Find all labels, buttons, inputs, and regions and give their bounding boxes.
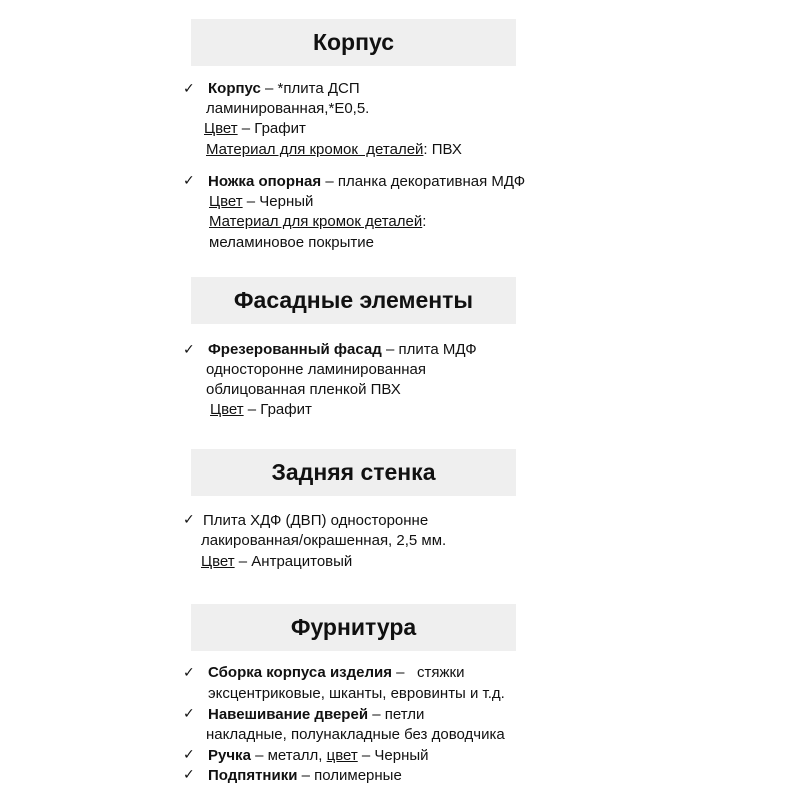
item-name: Ножка опорная [208,173,322,190]
item-color-line [204,119,306,139]
section-header-korpus [191,19,516,66]
checkmark-icon: ✓ [183,706,195,722]
item-name: Сборка корпуса изделия [208,664,392,681]
section-header-hardware [191,604,516,651]
item-line [208,663,464,683]
item-line [208,766,402,786]
item-line [208,340,477,360]
color-label: Цвет [209,193,243,210]
item-name: Навешивание дверей [208,706,369,723]
color-label: цвет [326,747,358,764]
item-desc: – петли [368,706,425,723]
item-edge-line [206,140,462,160]
item-desc: – металл, [250,747,327,764]
checkmark-icon: ✓ [183,81,195,97]
color-value: – Графит [237,120,306,137]
checkmark-icon: ✓ [183,665,195,681]
checkmark-icon: ✓ [183,747,195,763]
item-desc-line: эксцентриковые, шканты, евровинты и т.д. [208,685,505,702]
item-desc: – плита МДФ [381,341,477,358]
item-name: Ручка [208,747,251,764]
edge-colon: : [422,213,427,230]
color-label: Цвет [201,553,235,570]
item-name: Фрезерованный фасад [208,341,382,358]
edge-label: Материал для кромок деталей [206,141,424,158]
item-edge-value: меламиновое покрытие [209,234,374,251]
color-value: – Черный [357,747,429,764]
item-line [208,705,424,725]
item-color-line [210,400,312,420]
checkmark-icon: ✓ [183,512,195,528]
item-desc-line: Плита ХДФ (ДВП) односторонне [203,512,429,529]
item-desc-line: накладные, полунакладные без доводчика [206,726,505,743]
item-line [208,79,360,99]
section-title: Задняя стенка [271,459,436,485]
color-value: – Черный [242,193,314,210]
section-header-back [191,449,516,496]
edge-value: : ПВХ [423,141,462,158]
item-desc-line: лакированная/окрашенная, 2,5 мм. [201,532,447,549]
item-name: Подпятники [208,767,298,784]
section-title: Корпус [312,29,395,55]
item-color-line [209,192,313,212]
item-color-line [201,552,352,572]
section-title: Фурнитура [290,614,417,640]
item-line [208,172,525,192]
item-desc: – полимерные [297,767,402,784]
edge-label: Материал для кромок деталей [209,213,423,230]
item-desc: – *плита ДСП [260,80,360,97]
item-desc-line: облицованная пленкой ПВХ [206,381,401,398]
color-label: Цвет [204,120,238,137]
checkmark-icon: ✓ [183,767,195,783]
checkmark-icon: ✓ [183,173,195,189]
color-value: – Графит [243,401,312,418]
item-edge-line [209,212,426,232]
item-name: Корпус [208,80,261,97]
color-label: Цвет [210,401,244,418]
item-line [208,746,429,766]
section-header-facade [191,277,516,324]
color-value: – Антрацитовый [234,553,353,570]
item-desc: – стяжки [391,664,465,681]
item-desc-line: ламинированная,*Е0,5. [206,100,370,117]
section-title: Фасадные элементы [233,287,474,313]
checkmark-icon: ✓ [183,342,195,358]
item-desc: – планка декоративная МДФ [321,173,526,190]
item-desc-line: односторонне ламинированная [206,361,427,378]
